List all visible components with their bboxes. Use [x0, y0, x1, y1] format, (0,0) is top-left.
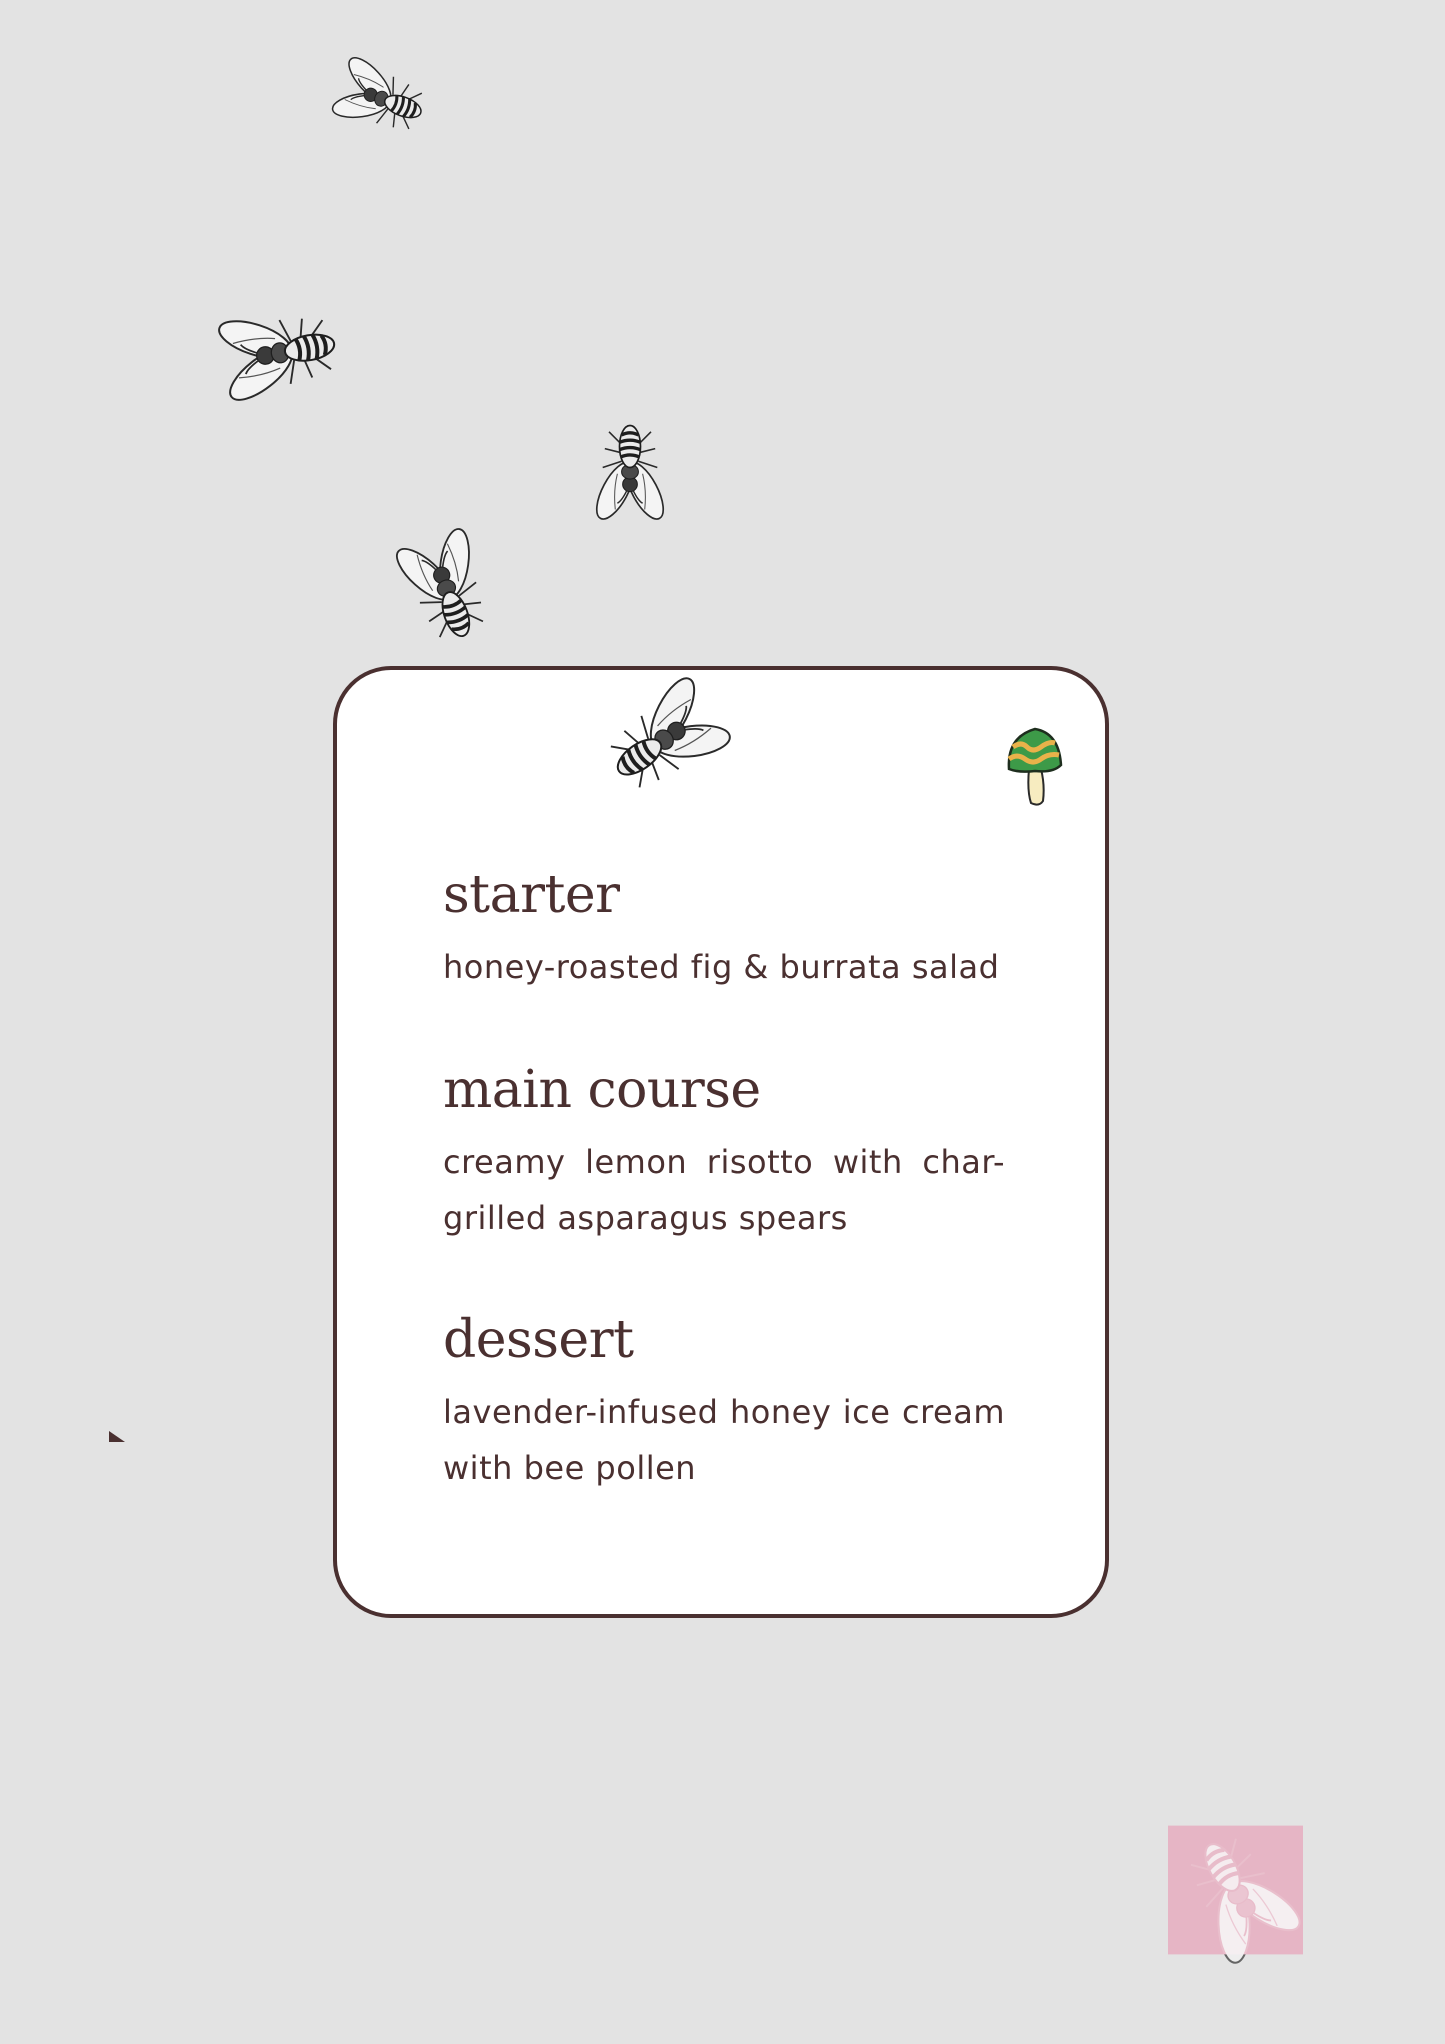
main-course-heading: main course	[443, 1060, 761, 1120]
bee-icon	[580, 410, 680, 525]
triangle-mark	[109, 1430, 127, 1449]
dessert-section	[443, 1310, 1005, 1496]
bee-icon	[1168, 1825, 1303, 1955]
dessert-description: lavender-infused honey ice cream with bee pollen	[443, 1393, 1005, 1487]
starter-description: honey-roasted fig & burrata salad	[443, 948, 1000, 986]
starter-heading: starter	[443, 865, 620, 925]
menu-card	[333, 666, 1109, 1618]
dessert-heading: dessert	[443, 1310, 634, 1370]
main-course-description: creamy lemon risotto with char-grilled asparagus spears	[443, 1143, 1005, 1237]
bee-icon	[393, 530, 503, 655]
bee-icon	[595, 680, 725, 805]
starter-section	[443, 865, 1005, 995]
mushroom-icon	[1005, 725, 1065, 811]
bee-icon	[335, 50, 435, 150]
main-course-section	[443, 1060, 1005, 1246]
bee-icon	[220, 292, 350, 412]
